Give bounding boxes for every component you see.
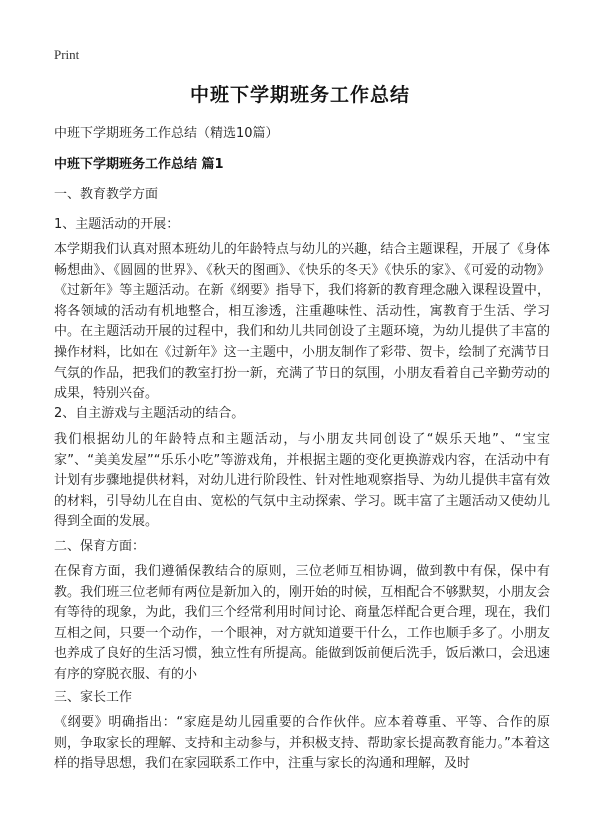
section-title: 中班下学期班务工作总结 篇1 <box>54 157 224 172</box>
print-label[interactable]: Print <box>54 47 80 62</box>
paragraph-parent-work: 《纲要》明确指出：“家庭是幼儿园重要的合作伙伴。应本着尊重、平等、合作的原则，争取家长的理解、支持和主动参与，并积极支持、帮助家长提高教育能力。”本着这样的指导思想，我们在家园联系工作中，注重与家长的沟通和理解，及时 <box>54 715 550 772</box>
heading-theme-activities: 1、主题活动的开展： <box>54 217 180 232</box>
document-subtitle: 中班下学期班务工作总结（精选10篇） <box>54 126 279 141</box>
paragraph-theme-activities: 本学期我们认真对照本班幼儿的年龄特点与幼儿的兴趣，结合主题课程，开展了《身体畅想曲》、《圆圆的世界》、《秋天的图画》、《快乐的冬天》《快乐的家》、《可爱的动物》《过新年》等主题活动。在新《纲要》指导下，我们将新的教育理念融入课程设置中，将各领域的活动有机地整合，相互渗透，注重趣味性、活动性，寓教育于生活、学习中。在主题活动开展的过程中，我们和幼儿共同创设了主题环境，为幼儿提供了丰富的操作材料，比如在《过新年》这一主题中，小朋友制作了彩带、贺卡，绘制了充满节日气氛的作品，把我们的教室打扮一新，充满了节日的氛围，小朋友看着自己辛勤劳动的成果，特别兴奋。 <box>54 242 550 402</box>
paragraph-childcare: 在保育方面，我们遵循保教结合的原则，三位老师互相协调，做到教中有保，保中有教。我们班三位老师有两位是新加入的，刚开始的时候，互相配合不够默契，小朋友会有等待的现象，为此，我们三个经常利用时间讨论、商量怎样配合更合理，现在，我们互相之间，只要一个动作，一个眼神，对方就知道要干什么，工作也顺手多了。小朋友也养成了良好的生活习惯，独立性有所提高。能做到饭前便后洗手，饭后漱口，会迅速有序的穿脱衣服、有的小 <box>54 564 550 682</box>
heading-parent-work: 三、家长工作 <box>54 690 133 705</box>
heading-free-play: 2、自主游戏与主题活动的结合。 <box>54 406 245 421</box>
paragraph-free-play: 我们根据幼儿的年龄特点和主题活动，与小朋友共同创设了“娱乐天地”、“宝宝家”、“美美发屋”“乐乐小吃”等游戏角，并根据主题的变化更换游戏内容，在活动中有计划有步骤地提供材料，对幼儿进行阶段性、针对性地观察指导、为幼儿提供丰富有效的材料，引导幼儿在自由、宽松的气氛中主动探索、学习。既丰富了主题活动又使幼儿得到全面的发展。 <box>54 432 550 530</box>
heading-childcare: 二、保育方面： <box>54 539 146 554</box>
heading-education: 一、教育教学方面 <box>54 187 159 202</box>
page-title: 中班下学期班务工作总结 <box>189 84 410 106</box>
